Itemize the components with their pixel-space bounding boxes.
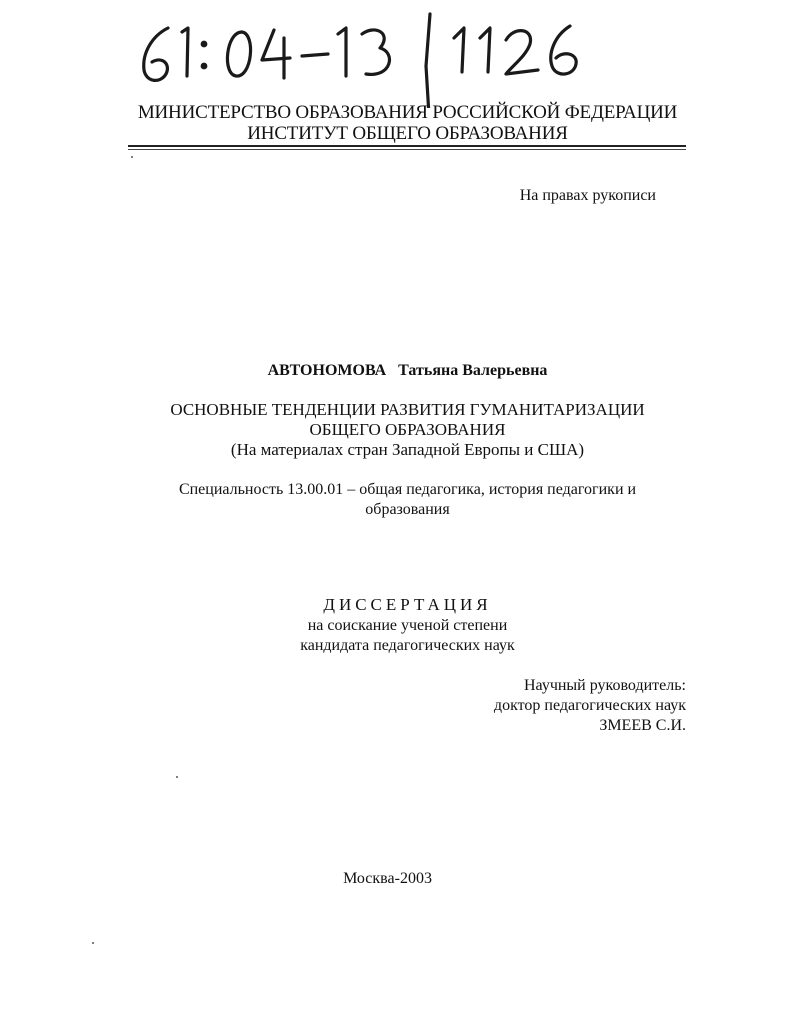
- header-divider: [128, 145, 686, 147]
- supervisor-label: Научный руководитель:: [523, 677, 686, 694]
- manuscript-note: На правах рукописи: [519, 187, 656, 204]
- specialty: [0, 480, 792, 520]
- city-year: Москва-2003: [343, 870, 432, 887]
- degree-line-1: на соискание ученой степени: [307, 617, 508, 634]
- specialty-line-1: Специальность 13.00.01 – общая педагогика, история педагогики и: [178, 481, 637, 498]
- supervisor-degree: доктор педагогических наук: [493, 697, 686, 714]
- title-line-2: ОБЩЕГО ОБРАЗОВАНИЯ: [309, 420, 506, 439]
- title-line-1: ОСНОВНЫЕ ТЕНДЕНЦИИ РАЗВИТИЯ ГУМАНИТАРИЗАЦИИ: [170, 400, 645, 419]
- dissertation-heading: ДИССЕРТАЦИЯ: [323, 595, 492, 614]
- handwritten-catalog-code: [130, 8, 630, 108]
- scan-speck: [92, 942, 94, 944]
- supervisor-name: ЗМЕЕВ С.И.: [599, 717, 686, 734]
- supervisor-block: [494, 676, 686, 736]
- dissertation-block: [0, 595, 792, 656]
- title-subtitle: (На материалах стран Западной Европы и США): [230, 440, 585, 459]
- scan-speck: [131, 156, 133, 158]
- scan-speck: [176, 776, 178, 778]
- institution-header: [0, 102, 792, 144]
- ministry-name: МИНИСТЕРСТВО ОБРАЗОВАНИЯ РОССИЙСКОЙ ФЕДЕРАЦИИ: [137, 102, 678, 123]
- dissertation-title: [0, 400, 792, 460]
- institute-name: ИНСТИТУТ ОБЩЕГО ОБРАЗОВАНИЯ: [247, 123, 568, 144]
- degree-line-2: кандидата педагогических наук: [300, 637, 515, 654]
- author-given-names: Татьяна Валерьевна: [398, 362, 548, 379]
- author-surname: АВТОНОМОВА: [267, 362, 387, 379]
- author-name: [0, 361, 792, 381]
- specialty-line-2: образования: [365, 501, 450, 518]
- header-divider-thin: [128, 149, 686, 150]
